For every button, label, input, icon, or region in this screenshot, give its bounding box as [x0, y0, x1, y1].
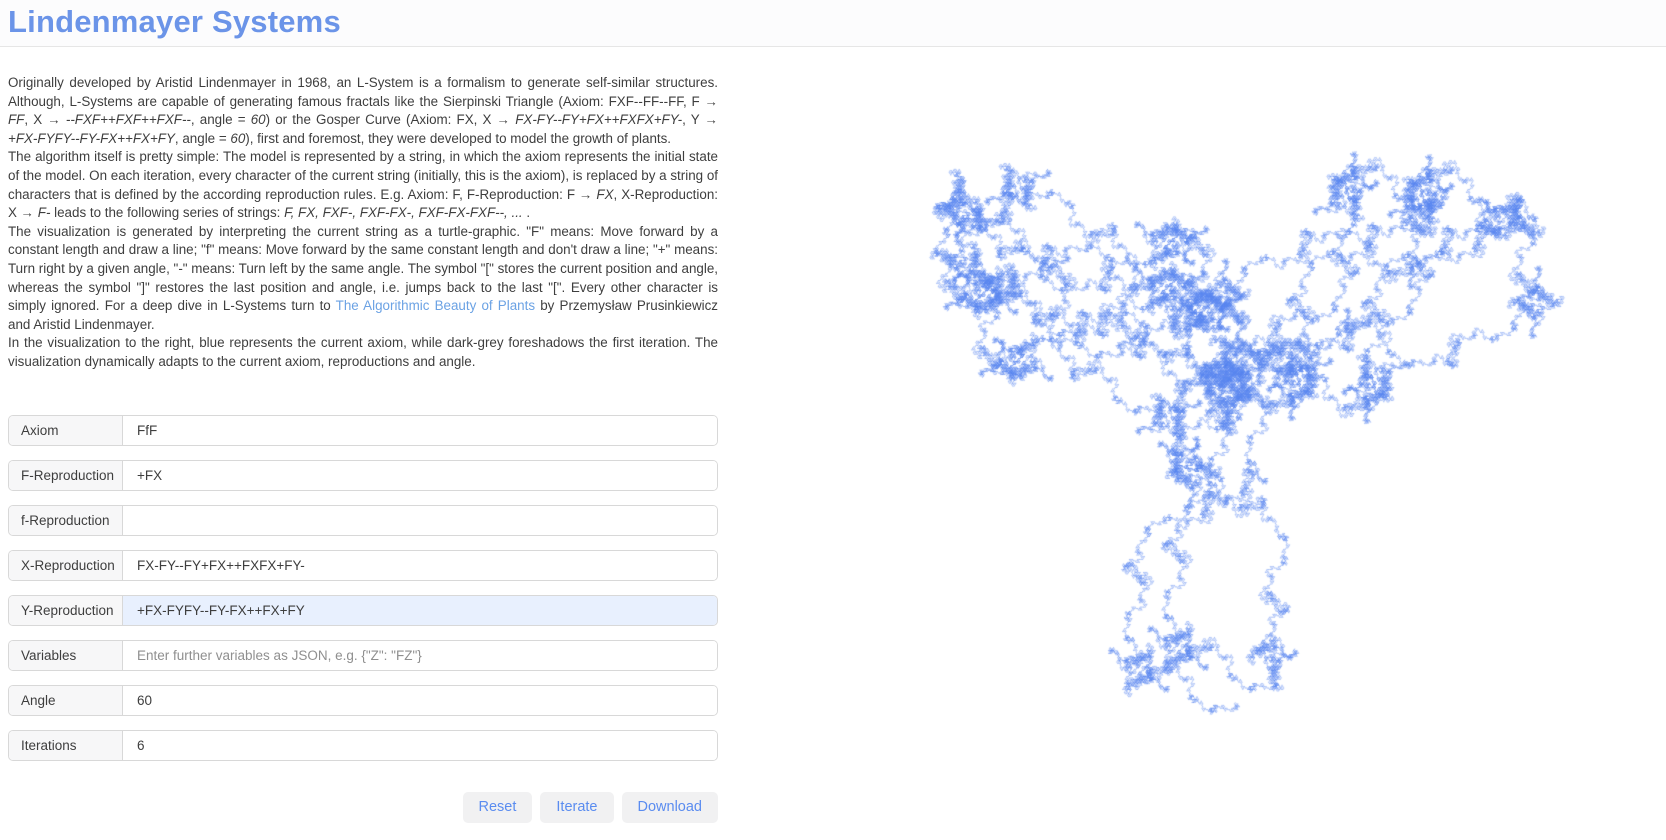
- body-text: leads to the following series of strings:: [50, 205, 285, 221]
- download-button[interactable]: Download: [622, 792, 719, 823]
- reset-button[interactable]: Reset: [463, 792, 533, 823]
- body-text: ), first and foremost, they were developed to model the growth of plants.: [245, 130, 672, 146]
- intro-paragraph: [8, 223, 718, 335]
- iterations-label: Iterations: [9, 731, 123, 760]
- iterations-input[interactable]: [123, 731, 717, 760]
- intro-paragraph: [8, 334, 718, 371]
- field-row-axiom: [8, 415, 718, 446]
- formula-text: FF: [8, 112, 25, 128]
- body-text: .: [522, 205, 531, 221]
- body-text: ) or the Gosper Curve (Axiom: FX, X →: [265, 112, 516, 128]
- action-buttons: [8, 792, 718, 823]
- body-text: , X-Reproduction: X →: [8, 186, 718, 221]
- iterate-button[interactable]: Iterate: [540, 792, 613, 823]
- body-text: Originally developed by Aristid Lindenmayer in 1968, an L-System is a formalism to generate self-similar structures. Although, L-Systems are capable of generating famous fractals like the Sierpinski Triangle (Axiom: FXF--FF--FF, F →: [8, 75, 718, 109]
- x-reproduction-input[interactable]: [123, 551, 717, 580]
- formula-text: FX-FY--FY+FX++FXFX+FY-: [515, 112, 683, 128]
- intro-paragraph: [8, 74, 718, 148]
- axiom-input[interactable]: [123, 416, 717, 445]
- lsystem-visualization-canvas: [922, 72, 1572, 794]
- body-text: , Y →: [682, 112, 718, 128]
- variables-label: Variables: [9, 641, 123, 670]
- field-row-angle: [8, 685, 718, 716]
- formula-text: FX: [596, 186, 614, 202]
- field-row-variables: [8, 640, 718, 671]
- body-text: , X →: [24, 112, 66, 128]
- angle-label: Angle: [9, 686, 123, 715]
- axiom-label: Axiom: [9, 416, 123, 445]
- body-text: , angle =: [174, 130, 231, 146]
- field-row-f-reproduction-upper: [8, 460, 718, 491]
- formula-text: 60: [230, 130, 246, 146]
- body-text: , angle =: [190, 112, 251, 128]
- lsystem-form: [8, 415, 718, 761]
- intro-paragraph: [8, 148, 718, 222]
- field-row-f-reproduction-lower: [8, 505, 718, 536]
- left-column: [8, 70, 718, 823]
- formula-text: 60: [250, 112, 266, 128]
- x-reproduction-label: X-Reproduction: [9, 551, 123, 580]
- algorithmic-beauty-of-plants-link[interactable]: The Algorithmic Beauty of Plants: [335, 298, 536, 314]
- f-reproduction-lower-label: f-Reproduction: [9, 506, 123, 535]
- variables-input[interactable]: [123, 641, 717, 670]
- intro-text: [8, 74, 718, 372]
- body-text: In the visualization to the right, blue represents the current axiom, while dark-grey foreshadows the first iteration. The visualization dynamically adapts to the current axiom, reproductions and angle.: [8, 335, 718, 369]
- f-reproduction-upper-label: F-Reproduction: [9, 461, 123, 490]
- header: [0, 0, 1666, 47]
- formula-text: F-: [37, 205, 51, 221]
- field-row-x-reproduction: [8, 550, 718, 581]
- field-row-y-reproduction: [8, 595, 718, 626]
- formula-text: --FXF++FXF++FXF--: [65, 112, 191, 128]
- field-row-iterations: [8, 730, 718, 761]
- y-reproduction-input[interactable]: [123, 596, 717, 625]
- f-reproduction-lower-input[interactable]: [123, 506, 717, 535]
- formula-text: +FX-FYFY--FY-FX++FX+FY: [8, 130, 175, 146]
- body-text: by Przemysław Prusinkiewicz and Aristid Lindenmayer.: [8, 298, 718, 332]
- formula-text: F, FX, FXF-, FXF-FX-, FXF-FX-FXF--, ...: [284, 205, 523, 221]
- body-text: The visualization is generated by interpreting the current string as a turtle-graphic. "F" means: Move forward by a constant length and draw a line; "f" means: Move forward by the same constant length and don't draw a line; "+" means: Turn right by a given angle, "-" means: Turn left by the same angle. The symbol "[" stores the current position and angle, whereas the symbol "]" restores the last position and angle, i.e. jumps back to the last "[". Every other character is simply ignored. For a deep dive in L-Systems turn to: [8, 223, 718, 314]
- f-reproduction-upper-input[interactable]: [123, 461, 717, 490]
- angle-input[interactable]: [123, 686, 717, 715]
- page-title: Lindenmayer Systems: [8, 4, 341, 39]
- y-reproduction-label: Y-Reproduction: [9, 596, 123, 625]
- body-text: The algorithm itself is pretty simple: The model is represented by a string, in which the axiom represents the initial state of the model. On each iteration, every character of the current string (initially, this is the axiom), is replaced by a string of characters that is defined by the according reproduction rules. E.g. Axiom: F, F-Reproduction: F →: [8, 149, 718, 202]
